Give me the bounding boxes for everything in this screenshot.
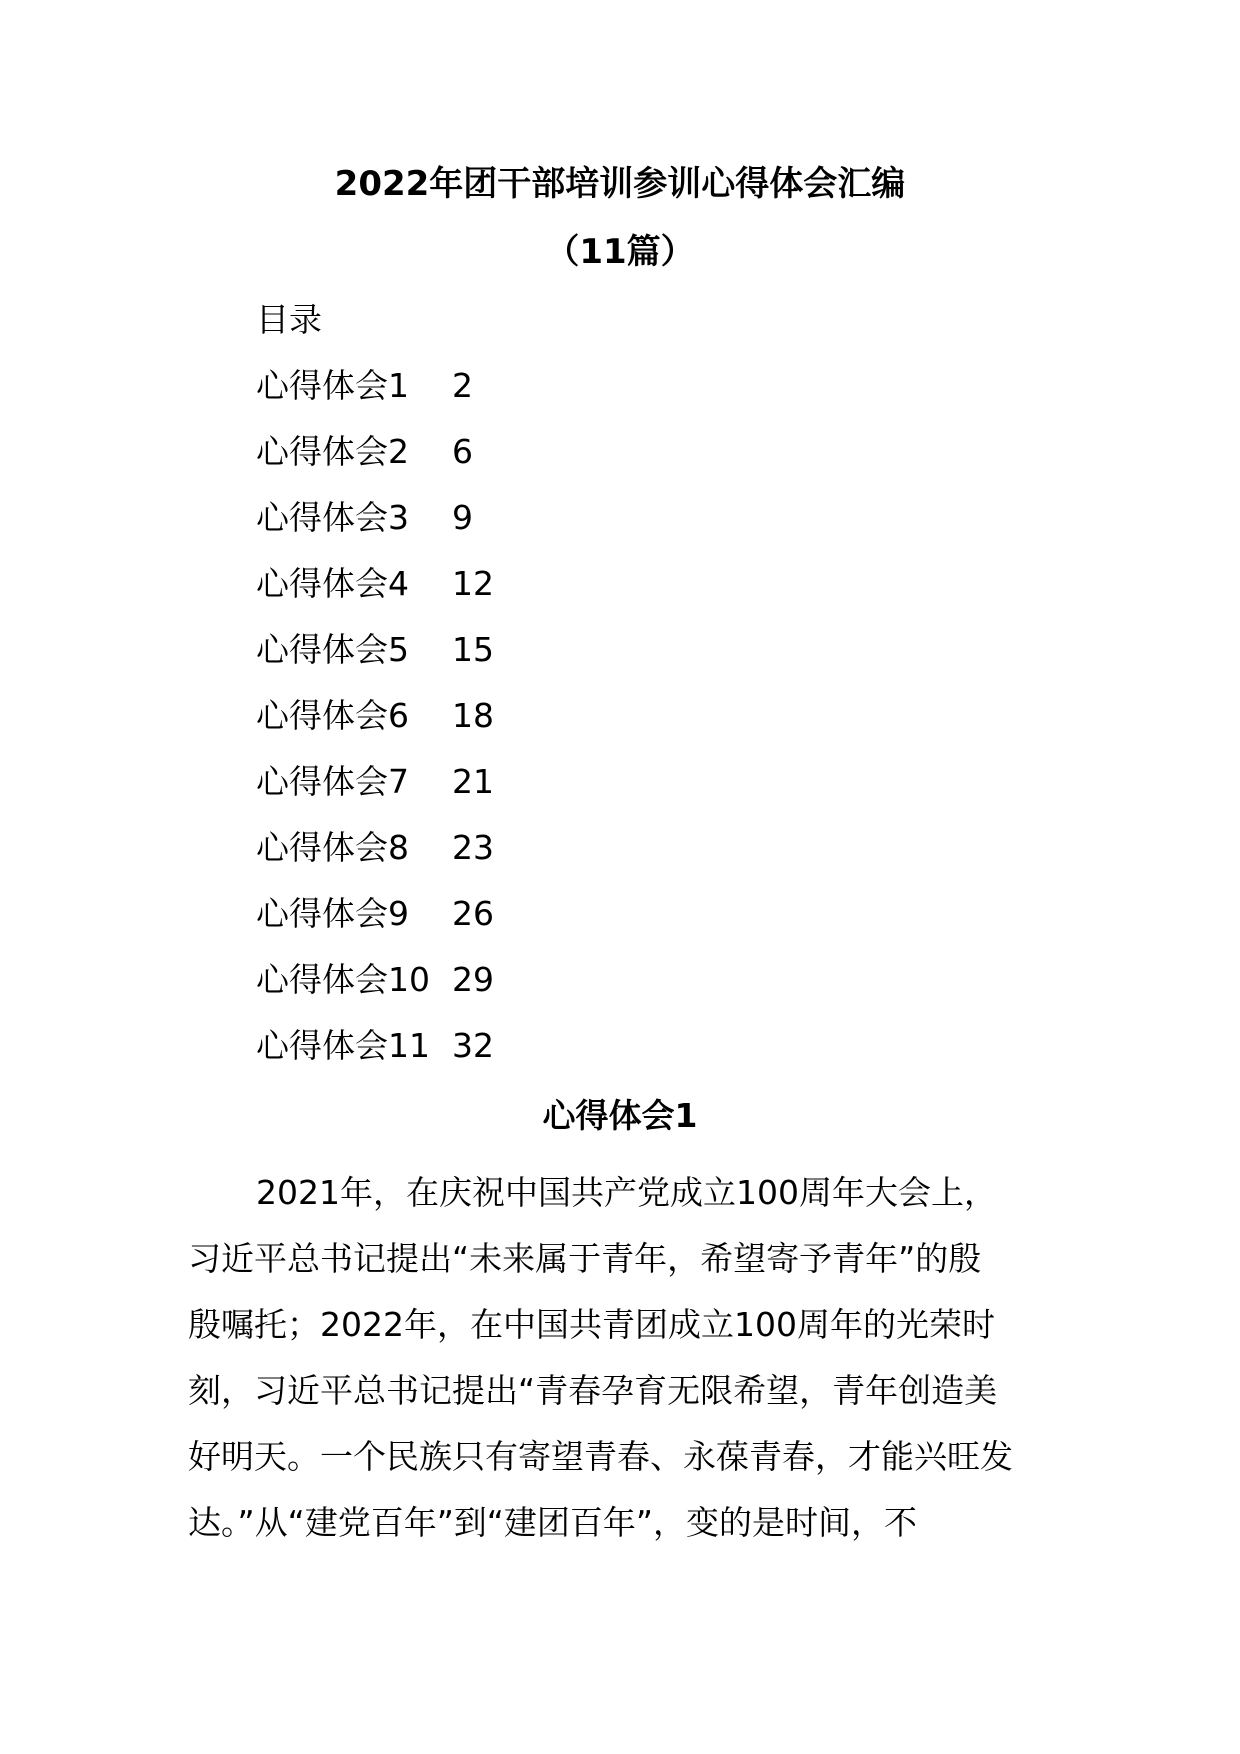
toc-entry-label: 心得体会5 (256, 630, 409, 669)
toc-entry-page: 12 (452, 564, 494, 603)
document-title: 2022年团干部培训参训心得体会汇编 (334, 164, 906, 204)
toc-heading: 目录 (256, 300, 322, 339)
toc-entry-label: 心得体会7 (256, 762, 409, 801)
body-line: 习近平总书记提出“未来属于青年，希望寄予青年”的殷 (188, 1239, 982, 1278)
toc-entry-label: 心得体会11 (256, 1026, 430, 1065)
toc-entry-label: 心得体会2 (256, 432, 409, 471)
toc-entry[interactable] (256, 1026, 494, 1092)
toc-entry[interactable] (256, 960, 494, 1026)
toc-entry-label: 心得体会3 (256, 498, 409, 537)
body-line: 好明天。一个民族只有寄望青春、永葆青春，才能兴旺发 (188, 1437, 1013, 1476)
toc-entry[interactable] (256, 498, 494, 564)
body-line: 殷嘱托；2022年，在中国共青团成立100周年的光荣时 (188, 1305, 995, 1344)
toc-entry[interactable] (256, 696, 494, 762)
body-line: 达。”从“建党百年”到“建团百年”，变的是时间，不 (188, 1503, 917, 1542)
toc-entry[interactable] (256, 366, 494, 432)
toc-entry-page: 6 (452, 432, 473, 471)
toc-entry-page: 32 (452, 1026, 494, 1065)
toc-entry-label: 心得体会10 (256, 960, 430, 999)
toc-entry[interactable] (256, 828, 494, 894)
toc-entry[interactable] (256, 564, 494, 630)
toc-entry-label: 心得体会1 (256, 366, 409, 405)
toc-entry-page: 15 (452, 630, 494, 669)
toc-entry[interactable] (256, 432, 494, 498)
section-heading: 心得体会1 (542, 1096, 698, 1135)
table-of-contents (256, 366, 494, 1092)
toc-entry-page: 18 (452, 696, 494, 735)
toc-entry[interactable] (256, 630, 494, 696)
toc-entry-page: 2 (452, 366, 473, 405)
toc-entry-page: 9 (452, 498, 473, 537)
toc-entry-page: 21 (452, 762, 494, 801)
toc-entry-label: 心得体会4 (256, 564, 409, 603)
toc-entry-page: 29 (452, 960, 494, 999)
toc-entry[interactable] (256, 894, 494, 960)
section-body (188, 1160, 1054, 1556)
toc-entry-label: 心得体会9 (256, 894, 409, 933)
toc-entry-label: 心得体会6 (256, 696, 409, 735)
toc-entry[interactable] (256, 762, 494, 828)
document-subtitle: （11篇） (545, 232, 695, 272)
body-line: 2021年，在庆祝中国共产党成立100周年大会上， (256, 1173, 997, 1212)
toc-entry-page: 26 (452, 894, 494, 933)
toc-entry-label: 心得体会8 (256, 828, 409, 867)
body-line: 刻，习近平总书记提出“青春孕育无限希望，青年创造美 (188, 1371, 998, 1410)
toc-entry-page: 23 (452, 828, 494, 867)
